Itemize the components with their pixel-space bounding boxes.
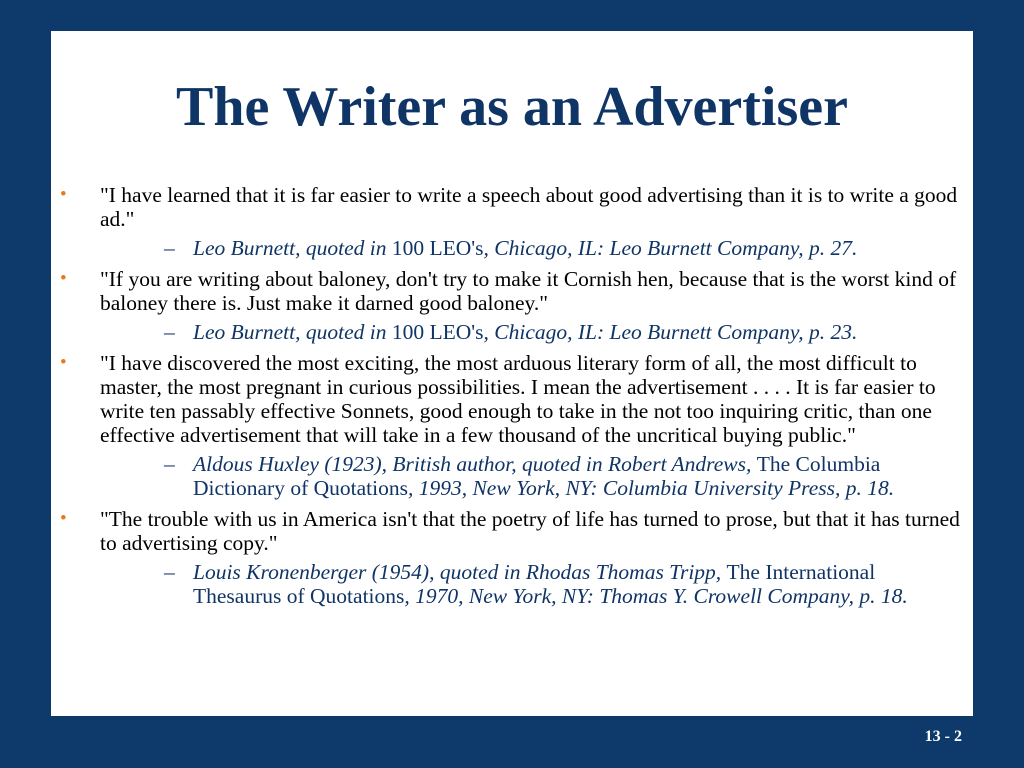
- source-author: Leo Burnett, quoted in: [193, 236, 392, 260]
- quote-item: [51, 267, 973, 344]
- source-publication: , Chicago, IL: Leo Burnett Company, p. 23.: [483, 320, 858, 344]
- source-author: Louis Kronenberger (1954), quoted in Rhodas Thomas Tripp,: [193, 560, 727, 584]
- quote-source: [100, 452, 965, 500]
- source-publication: , 1993, New York, NY: Columbia University Press, p. 18.: [407, 476, 895, 500]
- quote-source: [100, 560, 965, 608]
- quote-item: [51, 183, 973, 260]
- page-number: 13 - 2: [924, 728, 962, 745]
- source-book-title: 100 LEO's: [391, 236, 484, 260]
- source-book-title: The International Thesaurus of Quotations: [193, 560, 876, 608]
- quote-text: "I have learned that it is far easier to write a speech about good advertising than it is to write a good ad.": [100, 183, 958, 231]
- dash-icon: –: [164, 320, 175, 344]
- quote-list: [51, 183, 973, 615]
- quote-item: [51, 351, 973, 500]
- source-book-title: 100 LEO's: [391, 320, 484, 344]
- bullet-icon: •: [60, 268, 67, 289]
- dash-icon: –: [164, 560, 175, 584]
- source-book-title: The Columbia Dictionary of Quotations: [193, 452, 881, 500]
- quote-text: "The trouble with us in America isn't that the poetry of life has turned to prose, but that it has turned to advertising copy.": [100, 507, 960, 555]
- quote-text: "If you are writing about baloney, don't try to make it Cornish hen, because that is the worst kind of baloney there is. Just make it darned good baloney.": [100, 267, 957, 315]
- source-author: Aldous Huxley (1923), British author, quoted in Robert Andrews,: [193, 452, 757, 476]
- source-publication: , 1970, New York, NY: Thomas Y. Crowell Company, p. 18.: [404, 584, 908, 608]
- quote-source: [100, 320, 965, 344]
- slide-content-panel: [51, 31, 973, 716]
- source-publication: , Chicago, IL: Leo Burnett Company, p. 27.: [483, 236, 858, 260]
- quote-text: "I have discovered the most exciting, the most arduous literary form of all, the most difficult to master, the most pregnant in curious possibilities. I mean the advertisement . . . . It is far easier to write ten passably effective Sonnets, good enough to take in the not too inquiring critic, than one effective advertisement that will take in a few thousand of the uncritical buying public.": [100, 351, 936, 447]
- dash-icon: –: [164, 452, 175, 476]
- quote-source: [100, 236, 965, 260]
- dash-icon: –: [164, 236, 175, 260]
- bullet-icon: •: [60, 352, 67, 373]
- quote-item: [51, 507, 973, 608]
- source-author: Leo Burnett, quoted in: [193, 320, 392, 344]
- bullet-icon: •: [60, 184, 67, 205]
- slide-title: The Writer as an Advertiser: [176, 76, 848, 138]
- bullet-icon: •: [60, 508, 67, 529]
